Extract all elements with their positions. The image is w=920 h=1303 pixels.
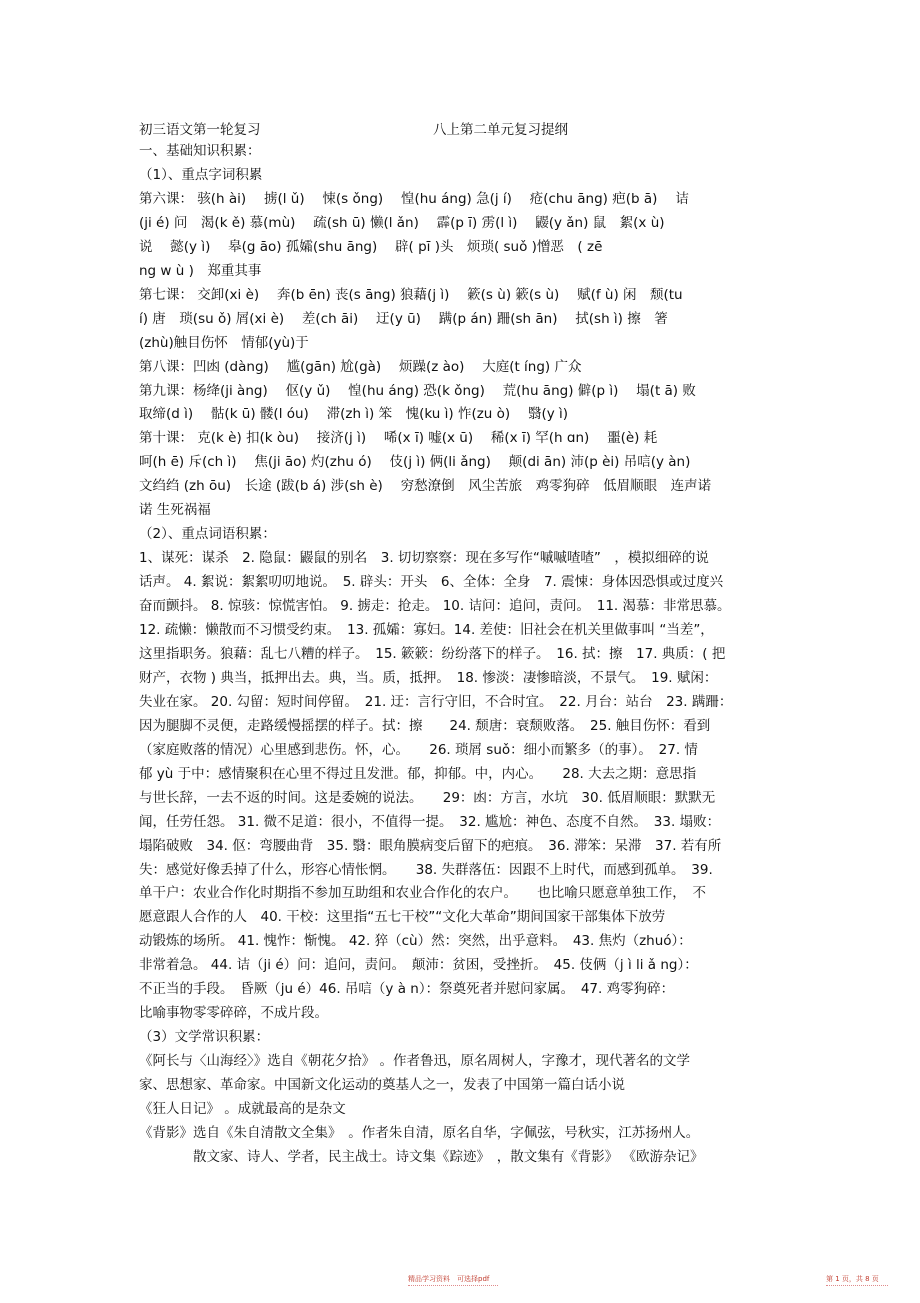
- text-line: í) 唐 琐(su ǒ) 屑(xi è) 差(ch āi) 迂(y ū) 蹒(p án) 跚(sh ān) 拭(sh ì) 擦 箸: [139, 310, 668, 327]
- text-line: 《狂人日记》 。成就最高的是杂文: [139, 1101, 346, 1117]
- text-line: 郁 yù 于中：感情聚积在心里不得过且发泄。郁，抑郁。中，内心。 28. 大去之期：意思指: [139, 765, 697, 782]
- text-line: 取缔(d ì) 骷(k ū) 髅(l óu) 滞(zh ì) 笨 愧(ku ì) 怍(zu ò) 翳(y ì): [139, 406, 569, 423]
- text-line: 12. 疏懒：懒散而不习惯受约束。 13. 孤孀：寡妇。14. 差使：旧社会在机关里做事叫 “当差”，: [139, 622, 714, 638]
- text-line: 《阿长与〈山海经〉》选自《朝花夕拾》 。作者鲁迅，原名周树人，字豫才，现代著名的文学: [139, 1053, 691, 1070]
- text-line: 说 懿(y ì) 皋(g āo) 孤孀(shu āng) 辟( pī )头 烦琐( suǒ )憎恶 ( zē: [139, 238, 603, 255]
- text-line: 呵(h ē) 斥(ch ì) 焦(ji āo) 灼(zhu ó) 伎(j ì) 俩(li ǎng) 颠(di ān) 沛(p èi) 吊唁(y àn): [139, 454, 691, 471]
- text-line: 家、思想家、革命家。中国新文化运动的奠基人之一，发表了中国第一篇白话小说: [139, 1077, 625, 1094]
- text-line: 比喻事物零零碎碎，不成片段。: [139, 1005, 328, 1022]
- footer-divider: [408, 1285, 498, 1287]
- text-line: 第十课： 克(k è) 扣(k òu) 接济(j ì) 唏(x ī) 嘘(x ū) 稀(x ī) 罕(h ɑn) 噩(è) 耗: [139, 430, 658, 447]
- text-line: 动锻炼的场所。 41. 愧怍：惭愧。 42. 猝（cù）然：突然，出乎意料。 43. 焦灼（zhuó）：: [139, 933, 692, 950]
- text-line: 奋而颤抖。 8. 惊骇：惊慌害怕。 9. 掳走：抢走。 10. 诘问：追问，责问。 11. 渴慕：非常思慕。: [139, 598, 731, 615]
- text-line: 非常着急。 44. 诘（ji é）问：追问，责问。 颠沛：贫困，受挫折。 45. 伎俩（j ì li ǎ ng）：: [139, 957, 698, 974]
- text-line: 《背影》选自《朱自清散文全集》 。作者朱自清，原名自华，字佩弦，号秋实，江苏扬州人。: [139, 1124, 700, 1141]
- text-line: （家庭败落的情况）心里感到悲伤。怀，心。 26. 琐屑 suǒ：细小而繁多（的事）。 27. 情: [139, 741, 698, 758]
- text-line: 1、谋死：谋杀 2. 隐鼠：鼹鼠的别名 3. 切切察察：现在多写作“嘁嘁喳喳” ，模拟细碎的说: [139, 550, 709, 567]
- text-line: 单干户：农业合作化时期指不参加互助组和农业合作化的农户。 也比喻只愿意单独工作， 不: [139, 885, 706, 902]
- text-line: 塌陷破败 34. 伛：弯腰曲背 35. 翳：眼角膜病变后留下的疤痕。 36. 滞笨：呆滞 37. 若有所: [139, 837, 722, 854]
- text-line: （1）、重点字词积累: [139, 166, 263, 183]
- text-line: 失：感觉好像丢掉了什么，形容心情怅惘。 38. 失群落伍：因跟不上时代，而感到孤单。 39.: [139, 861, 713, 878]
- text-line: 失业在家。 20. 勾留：短时间停留。 21. 迂：言行守旧，不合时宜。 22. 月台：站台 23. 蹒跚：: [139, 693, 733, 710]
- course-title: 初三语文第一轮复习: [139, 122, 261, 138]
- footer-divider: [826, 1285, 888, 1287]
- text-line: 因为腿脚不灵便，走路缓慢摇摆的样子。拭：擦 24. 颓唐：衰颓败落。 25. 触目伤怀：看到: [139, 717, 711, 734]
- text-line: 诺 生死祸福: [139, 502, 211, 519]
- text-line: 话声。 4. 絮说：絮絮叨叨地说。 5. 辟头：开头 6、全体：全身 7. 震悚：身体因恐惧或过度兴: [139, 574, 724, 591]
- text-line: 文绉绉 (zh ōu) 长途 (跋(b á) 涉(sh è) 穷愁潦倒 风尘苦旅 鸡零狗碎 低眉顺眼 连声诺: [139, 478, 712, 495]
- text-line: 散文家、诗人、学者，民主战士。诗文集《踪迹》 ，散文集有《背影》 《欧游杂记》: [193, 1148, 704, 1165]
- text-line: 第八课：凹凼 (dàng) 尴(gān) 尬(gà) 烦躁(z ào) 大庭(t íng) 广众: [139, 358, 582, 375]
- text-line: 闻，任劳任怨。 31. 微不足道：很小，不值得一提。 32. 尴尬：神色、态度不自然。 33. 塌败：: [139, 813, 721, 830]
- page-number: 第 1 页，共 8 页: [826, 1275, 879, 1283]
- text-line: 不正当的手段。 昏厥（ju é）46. 吊唁（y à n）：祭奠死者并慰问家属。 47. 鸡零狗碎：: [139, 981, 675, 998]
- text-line: 第六课： 骇(h ài) 掳(l ǔ) 悚(s ǒng) 惶(hu áng) 急(j í) 疮(chu āng) 疤(b ā) 诘: [139, 190, 689, 207]
- text-line: (ji é) 问 渴(k ě) 慕(mù) 疏(sh ū) 懒(l ǎn) 霹(p ī) 雳(l ì) 鼹(y ǎn) 鼠 絮(x ù): [139, 214, 665, 231]
- text-line: 第九课：杨绛(ji àng) 伛(y ǔ) 惶(hu áng) 恐(k ǒng) 荒(hu āng) 僻(p ì) 塌(t ā) 败: [139, 382, 696, 399]
- footer-source: 精品学习资料 可选择pdf: [408, 1275, 490, 1283]
- text-line: (zhù)触目伤怀 情郁(yù)于: [139, 334, 309, 351]
- text-line: （3）文学常识积累：: [139, 1029, 270, 1046]
- outline-title: 八上第二单元复习提纲: [433, 122, 568, 138]
- text-line: 愿意跟人合作的人 40. 干校：这里指“五七干校”“文化大革命”期间国家干部集体下放劳: [139, 909, 666, 926]
- text-line: 第七课： 交卸(xi è) 奔(b ēn) 丧(s āng) 狼藉(j ì) 簌(s ù) 簌(s ù) 赋(f ù) 闲 颓(tu: [139, 286, 683, 303]
- text-line: 财产，衣物 ) 典当，抵押出去。典，当。质，抵押。 18. 惨淡：凄惨暗淡，不景气。 19. 赋闲：: [139, 669, 718, 686]
- text-line: 一、基础知识积累：: [139, 143, 261, 159]
- text-line: 这里指职务。狼藉：乱七八糟的样子。 15. 簌簌：纷纷落下的样子。 16. 拭：擦 17. 典质：( 把: [139, 645, 726, 662]
- text-line: 与世长辞，一去不返的时间。这是委婉的说法。 29：凼：方言，水坑 30. 低眉顺眼：默默无: [139, 789, 716, 806]
- text-line: （2）、重点词语积累：: [139, 526, 276, 543]
- text-line: ng w ù ) 郑重其事: [139, 262, 262, 279]
